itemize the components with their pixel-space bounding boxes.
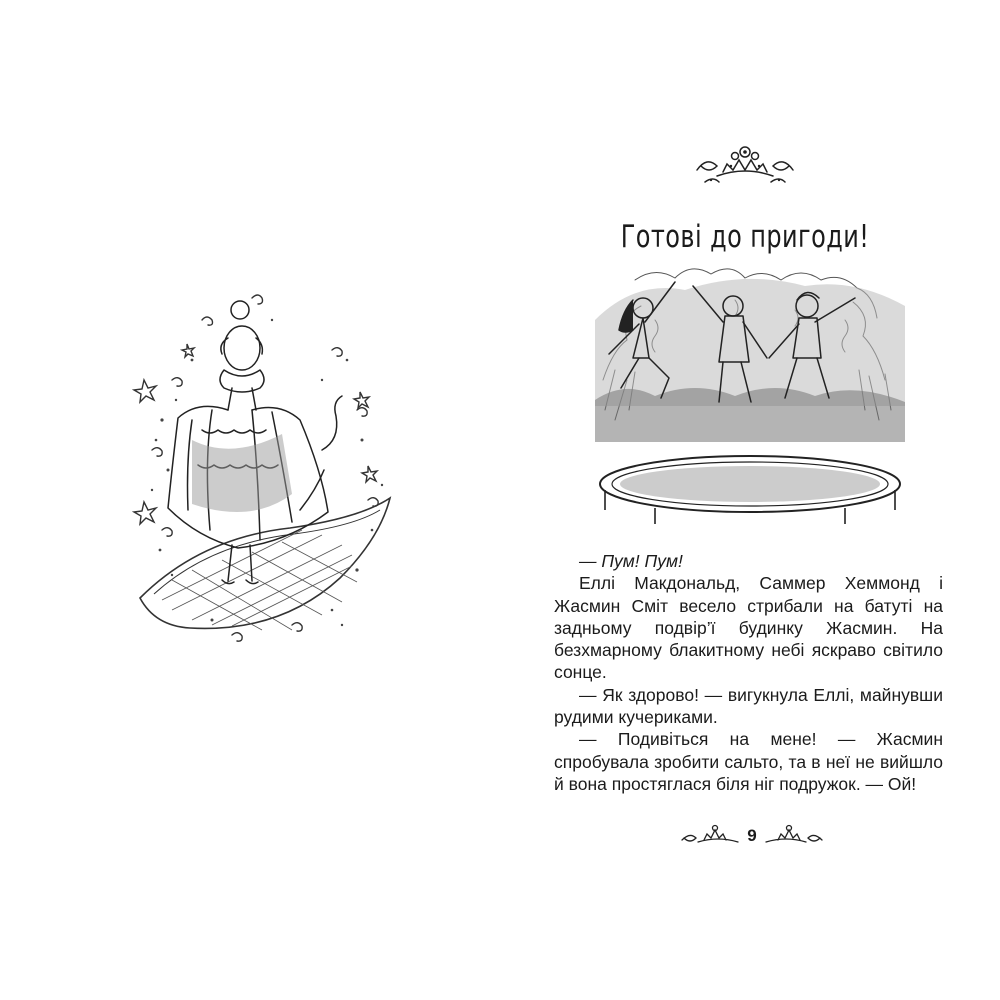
- paragraph: — Подивіться на мене! — Жасмин спробувала зробити сальто, та в неї не вийшло й вона простяглася біля ніг подружок. — Ой!: [554, 729, 943, 794]
- crown-flourish-icon: [680, 824, 742, 848]
- paragraph: Еллі Макдональд, Саммер Хеммонд і Жасмин Сміт весело стрибали на батуті на задньому подвір’ї будинку Жасмин. На безхмарному блакитному небі яскраво світило сонце.: [554, 573, 943, 683]
- princess-illustration: [132, 280, 394, 642]
- crown-flourish-icon: [762, 824, 824, 848]
- chapter-text: [554, 550, 943, 795]
- crown-flourish-icon: [695, 142, 795, 186]
- right-page: [500, 0, 1000, 1000]
- chapter-title: Готові до пригоди!: [620, 218, 870, 255]
- girls-trampoline-illustration: [595, 260, 905, 528]
- paragraph: — Як здорово! — вигукнула Еллі, майнувши рудими кучериками.: [554, 684, 943, 728]
- page-number: 9: [747, 826, 757, 845]
- paragraph: — Пум! Пум!: [579, 551, 683, 571]
